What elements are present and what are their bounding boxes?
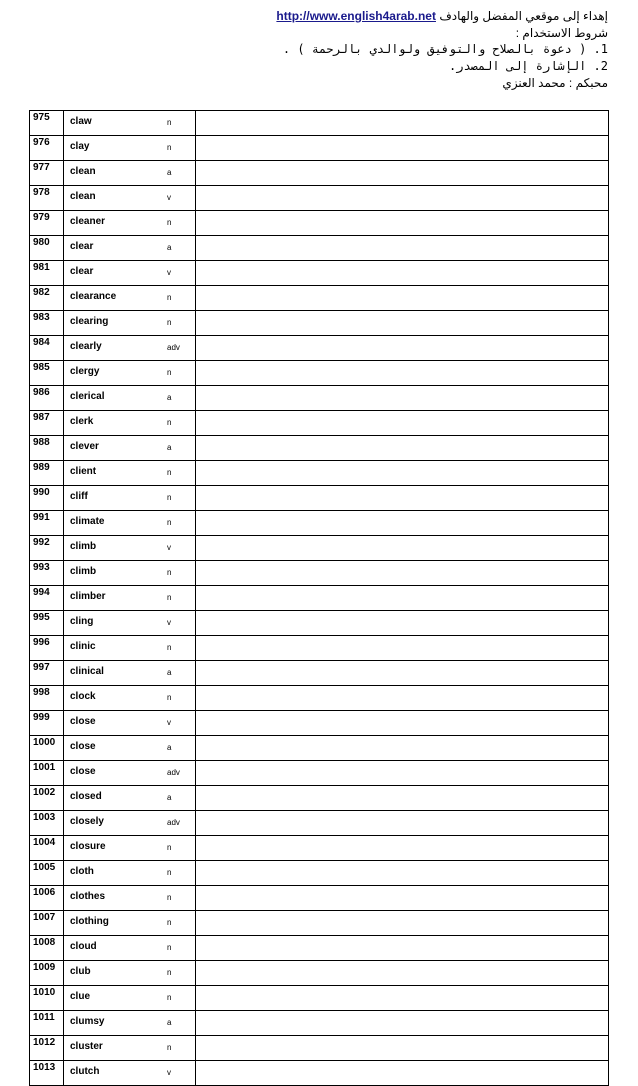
- row-meaning-cell: [196, 686, 609, 711]
- row-part-of-speech: a: [167, 161, 196, 186]
- row-number: 996: [30, 636, 64, 661]
- row-part-of-speech: a: [167, 436, 196, 461]
- row-meaning-cell: [196, 786, 609, 811]
- row-word: close: [64, 761, 168, 786]
- row-number: 993: [30, 561, 64, 586]
- table-row: [30, 461, 609, 486]
- row-word: cloud: [64, 936, 168, 961]
- table-row: [30, 136, 609, 161]
- table-row: [30, 311, 609, 336]
- row-meaning-cell: [196, 636, 609, 661]
- row-word: clean: [64, 161, 168, 186]
- row-part-of-speech: v: [167, 186, 196, 211]
- row-number: 1004: [30, 836, 64, 861]
- row-word: climb: [64, 561, 168, 586]
- row-word: club: [64, 961, 168, 986]
- word-table-body: [30, 111, 609, 1086]
- row-meaning-cell: [196, 411, 609, 436]
- row-word: clerk: [64, 411, 168, 436]
- table-row: [30, 886, 609, 911]
- table-row: [30, 1061, 609, 1086]
- row-part-of-speech: adv: [167, 336, 196, 361]
- row-meaning-cell: [196, 361, 609, 386]
- row-part-of-speech: n: [167, 486, 196, 511]
- row-part-of-speech: n: [167, 586, 196, 611]
- row-meaning-cell: [196, 236, 609, 261]
- row-number: 1008: [30, 936, 64, 961]
- row-word: climb: [64, 536, 168, 561]
- table-row: [30, 736, 609, 761]
- row-meaning-cell: [196, 611, 609, 636]
- table-row: [30, 861, 609, 886]
- terms-heading: شروط الاستخدام :: [515, 26, 608, 40]
- row-word: clothing: [64, 911, 168, 936]
- row-part-of-speech: n: [167, 936, 196, 961]
- site-link[interactable]: http://www.english4arab.net: [276, 9, 436, 23]
- row-part-of-speech: v: [167, 261, 196, 286]
- row-meaning-cell: [196, 536, 609, 561]
- row-meaning-cell: [196, 911, 609, 936]
- row-meaning-cell: [196, 836, 609, 861]
- table-row: [30, 486, 609, 511]
- row-part-of-speech: a: [167, 786, 196, 811]
- row-number: 980: [30, 236, 64, 261]
- row-word: climate: [64, 511, 168, 536]
- word-table: [29, 110, 609, 1086]
- row-number: 982: [30, 286, 64, 311]
- row-number: 1009: [30, 961, 64, 986]
- table-row: [30, 361, 609, 386]
- row-word: claw: [64, 111, 168, 136]
- row-part-of-speech: n: [167, 411, 196, 436]
- row-part-of-speech: n: [167, 311, 196, 336]
- row-meaning-cell: [196, 286, 609, 311]
- row-part-of-speech: n: [167, 636, 196, 661]
- row-meaning-cell: [196, 1061, 609, 1086]
- table-row: [30, 686, 609, 711]
- row-meaning-cell: [196, 711, 609, 736]
- row-number: 977: [30, 161, 64, 186]
- row-meaning-cell: [196, 861, 609, 886]
- row-word: cliff: [64, 486, 168, 511]
- row-part-of-speech: a: [167, 661, 196, 686]
- row-number: 997: [30, 661, 64, 686]
- row-number: 1002: [30, 786, 64, 811]
- row-number: 1000: [30, 736, 64, 761]
- table-row: [30, 661, 609, 686]
- row-number: 989: [30, 461, 64, 486]
- table-row: [30, 261, 609, 286]
- author-signature: محبكم : محمد العنزي: [502, 76, 608, 90]
- term-1: 1. ( دعوة بالصلاح والتوفيق ولوالدي بالرحمة ) .: [282, 42, 608, 56]
- row-meaning-cell: [196, 561, 609, 586]
- row-word: clock: [64, 686, 168, 711]
- table-row: [30, 836, 609, 861]
- row-number: 987: [30, 411, 64, 436]
- row-meaning-cell: [196, 136, 609, 161]
- row-word: clue: [64, 986, 168, 1011]
- row-number: 1010: [30, 986, 64, 1011]
- row-word: close: [64, 736, 168, 761]
- row-part-of-speech: n: [167, 861, 196, 886]
- table-row: [30, 911, 609, 936]
- row-meaning-cell: [196, 186, 609, 211]
- row-number: 991: [30, 511, 64, 536]
- row-meaning-cell: [196, 261, 609, 286]
- row-meaning-cell: [196, 586, 609, 611]
- table-row: [30, 1011, 609, 1036]
- table-row: [30, 236, 609, 261]
- row-part-of-speech: n: [167, 961, 196, 986]
- row-word: clever: [64, 436, 168, 461]
- row-part-of-speech: v: [167, 611, 196, 636]
- row-word: clearance: [64, 286, 168, 311]
- row-part-of-speech: adv: [167, 811, 196, 836]
- row-number: 978: [30, 186, 64, 211]
- row-part-of-speech: n: [167, 836, 196, 861]
- row-number: 992: [30, 536, 64, 561]
- row-part-of-speech: n: [167, 911, 196, 936]
- row-word: climber: [64, 586, 168, 611]
- row-meaning-cell: [196, 111, 609, 136]
- table-row: [30, 411, 609, 436]
- table-row: [30, 561, 609, 586]
- row-word: closure: [64, 836, 168, 861]
- row-part-of-speech: adv: [167, 761, 196, 786]
- row-number: 981: [30, 261, 64, 286]
- row-word: closed: [64, 786, 168, 811]
- row-meaning-cell: [196, 436, 609, 461]
- row-number: 1006: [30, 886, 64, 911]
- row-meaning-cell: [196, 1011, 609, 1036]
- row-number: 1001: [30, 761, 64, 786]
- table-row: [30, 986, 609, 1011]
- row-number: 975: [30, 111, 64, 136]
- row-number: 999: [30, 711, 64, 736]
- row-word: clearly: [64, 336, 168, 361]
- row-word: clear: [64, 236, 168, 261]
- table-row: [30, 636, 609, 661]
- row-word: client: [64, 461, 168, 486]
- row-number: 995: [30, 611, 64, 636]
- row-part-of-speech: n: [167, 111, 196, 136]
- row-part-of-speech: a: [167, 386, 196, 411]
- row-word: clinic: [64, 636, 168, 661]
- row-meaning-cell: [196, 461, 609, 486]
- row-part-of-speech: n: [167, 1036, 196, 1061]
- row-number: 990: [30, 486, 64, 511]
- row-part-of-speech: n: [167, 286, 196, 311]
- table-row: [30, 511, 609, 536]
- row-meaning-cell: [196, 211, 609, 236]
- row-number: 1011: [30, 1011, 64, 1036]
- row-number: 1003: [30, 811, 64, 836]
- row-number: 988: [30, 436, 64, 461]
- table-row: [30, 186, 609, 211]
- row-meaning-cell: [196, 936, 609, 961]
- document-header: [30, 8, 608, 90]
- row-part-of-speech: n: [167, 136, 196, 161]
- term-2: 2. الإشارة إلى المصدر.: [449, 59, 608, 73]
- row-meaning-cell: [196, 511, 609, 536]
- table-row: [30, 1036, 609, 1061]
- table-row: [30, 211, 609, 236]
- row-number: 979: [30, 211, 64, 236]
- row-part-of-speech: n: [167, 561, 196, 586]
- table-row: [30, 386, 609, 411]
- table-row: [30, 161, 609, 186]
- row-meaning-cell: [196, 886, 609, 911]
- row-number: 1012: [30, 1036, 64, 1061]
- row-number: 998: [30, 686, 64, 711]
- dedication-line: [30, 8, 608, 25]
- row-word: close: [64, 711, 168, 736]
- row-word: closely: [64, 811, 168, 836]
- row-meaning-cell: [196, 986, 609, 1011]
- table-row: [30, 761, 609, 786]
- row-number: 976: [30, 136, 64, 161]
- row-word: clean: [64, 186, 168, 211]
- row-part-of-speech: n: [167, 986, 196, 1011]
- row-part-of-speech: v: [167, 1061, 196, 1086]
- table-row: [30, 111, 609, 136]
- row-part-of-speech: n: [167, 686, 196, 711]
- table-row: [30, 786, 609, 811]
- table-row: [30, 611, 609, 636]
- row-number: 986: [30, 386, 64, 411]
- row-meaning-cell: [196, 661, 609, 686]
- row-meaning-cell: [196, 736, 609, 761]
- row-number: 1013: [30, 1061, 64, 1086]
- row-part-of-speech: a: [167, 236, 196, 261]
- row-word: clerical: [64, 386, 168, 411]
- row-word: cleaner: [64, 211, 168, 236]
- row-word: clinical: [64, 661, 168, 686]
- table-row: [30, 936, 609, 961]
- row-part-of-speech: n: [167, 461, 196, 486]
- row-part-of-speech: a: [167, 1011, 196, 1036]
- row-word: clay: [64, 136, 168, 161]
- table-row: [30, 436, 609, 461]
- table-row: [30, 586, 609, 611]
- row-part-of-speech: a: [167, 736, 196, 761]
- row-word: clergy: [64, 361, 168, 386]
- table-row: [30, 286, 609, 311]
- row-number: 985: [30, 361, 64, 386]
- row-part-of-speech: n: [167, 511, 196, 536]
- row-meaning-cell: [196, 811, 609, 836]
- row-meaning-cell: [196, 161, 609, 186]
- row-number: 1007: [30, 911, 64, 936]
- row-meaning-cell: [196, 1036, 609, 1061]
- table-row: [30, 536, 609, 561]
- row-number: 1005: [30, 861, 64, 886]
- table-row: [30, 711, 609, 736]
- row-word: cloth: [64, 861, 168, 886]
- row-part-of-speech: n: [167, 886, 196, 911]
- row-number: 983: [30, 311, 64, 336]
- row-word: clearing: [64, 311, 168, 336]
- row-word: clutch: [64, 1061, 168, 1086]
- row-word: cluster: [64, 1036, 168, 1061]
- dedication-text: إهداء إلى موقعي المفضل والهادف: [439, 9, 608, 23]
- row-number: 994: [30, 586, 64, 611]
- row-meaning-cell: [196, 761, 609, 786]
- table-row: [30, 961, 609, 986]
- row-part-of-speech: v: [167, 536, 196, 561]
- table-row: [30, 811, 609, 836]
- row-word: cling: [64, 611, 168, 636]
- row-word: clumsy: [64, 1011, 168, 1036]
- row-meaning-cell: [196, 311, 609, 336]
- row-part-of-speech: n: [167, 211, 196, 236]
- row-meaning-cell: [196, 386, 609, 411]
- row-number: 984: [30, 336, 64, 361]
- row-part-of-speech: n: [167, 361, 196, 386]
- row-part-of-speech: v: [167, 711, 196, 736]
- row-word: clear: [64, 261, 168, 286]
- row-word: clothes: [64, 886, 168, 911]
- table-row: [30, 336, 609, 361]
- row-meaning-cell: [196, 961, 609, 986]
- row-meaning-cell: [196, 486, 609, 511]
- row-meaning-cell: [196, 336, 609, 361]
